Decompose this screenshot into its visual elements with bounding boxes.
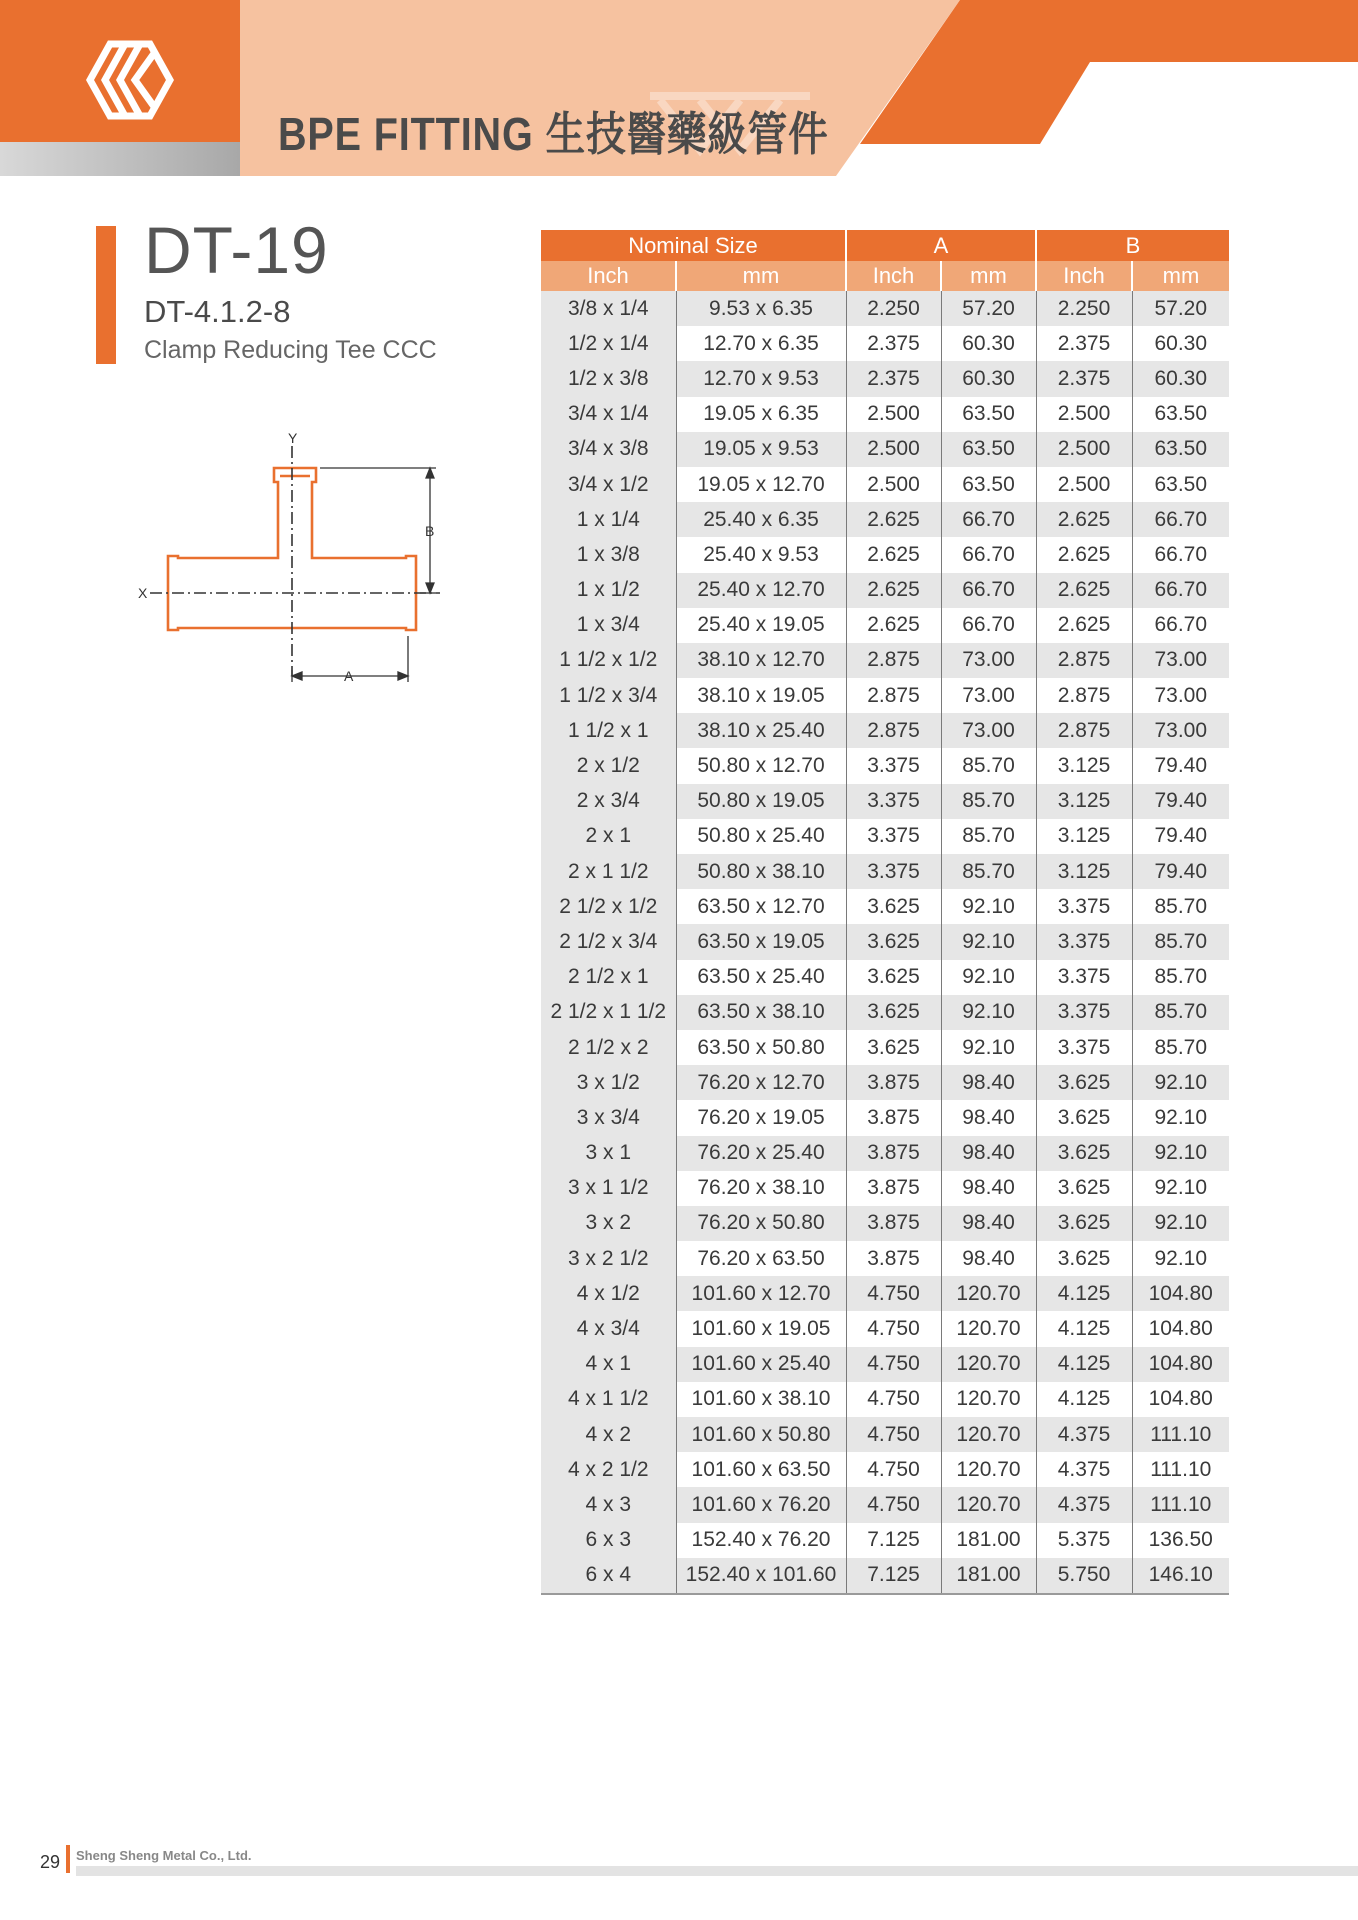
b-mm-cell: 111.10 [1132,1417,1229,1452]
table-row [541,960,1229,995]
nominal-mm-cell: 63.50 x 12.70 [676,889,846,924]
nominal-inch-cell: 3 x 3/4 [541,1100,676,1135]
b-inch-cell: 4.125 [1036,1276,1132,1311]
nominal-inch-cell: 3 x 1/2 [541,1065,676,1100]
table-row [541,1276,1229,1311]
a-inch-cell: 3.875 [846,1171,941,1206]
b-mm-cell: 63.50 [1132,432,1229,467]
nominal-mm-cell: 12.70 x 9.53 [676,361,846,396]
title-english: BPE FITTING [278,108,534,160]
nominal-mm-cell: 101.60 x 19.05 [676,1311,846,1346]
nominal-mm-cell: 76.20 x 25.40 [676,1136,846,1171]
b-inch-cell: 4.375 [1036,1417,1132,1452]
nominal-mm-cell: 63.50 x 50.80 [676,1030,846,1065]
nominal-mm-cell: 38.10 x 12.70 [676,643,846,678]
nominal-mm-cell: 101.60 x 50.80 [676,1417,846,1452]
table-row [541,608,1229,643]
subheader-nominal-mm: mm [676,261,846,291]
b-mm-cell: 73.00 [1132,678,1229,713]
b-inch-cell: 2.875 [1036,713,1132,748]
a-inch-cell: 4.750 [846,1417,941,1452]
nominal-inch-cell: 3/8 x 1/4 [541,291,676,326]
a-mm-cell: 73.00 [941,713,1036,748]
nominal-inch-cell: 2 x 3/4 [541,784,676,819]
b-inch-cell: 3.125 [1036,784,1132,819]
a-inch-cell: 2.625 [846,573,941,608]
a-mm-cell: 92.10 [941,924,1036,959]
nominal-mm-cell: 63.50 x 25.40 [676,960,846,995]
table-row [541,1417,1229,1452]
a-inch-cell: 2.625 [846,608,941,643]
b-mm-cell: 111.10 [1132,1487,1229,1522]
a-mm-cell: 66.70 [941,537,1036,572]
a-mm-cell: 66.70 [941,502,1036,537]
b-inch-cell: 2.625 [1036,537,1132,572]
a-mm-cell: 92.10 [941,960,1036,995]
nominal-inch-cell: 1 1/2 x 1/2 [541,643,676,678]
a-mm-cell: 66.70 [941,573,1036,608]
a-inch-cell: 3.875 [846,1100,941,1135]
a-inch-cell: 2.500 [846,397,941,432]
a-mm-cell: 92.10 [941,995,1036,1030]
nominal-mm-cell: 50.80 x 38.10 [676,854,846,889]
nominal-mm-cell: 25.40 x 6.35 [676,502,846,537]
b-inch-cell: 2.625 [1036,502,1132,537]
nominal-mm-cell: 19.05 x 9.53 [676,432,846,467]
nominal-inch-cell: 1 x 3/4 [541,608,676,643]
dimension-table [541,230,1229,1595]
a-inch-cell: 4.750 [846,1347,941,1382]
nominal-mm-cell: 76.20 x 50.80 [676,1206,846,1241]
a-inch-cell: 2.875 [846,713,941,748]
table-row [541,889,1229,924]
nominal-mm-cell: 152.40 x 101.60 [676,1558,846,1594]
nominal-inch-cell: 2 1/2 x 1/2 [541,889,676,924]
a-mm-cell: 181.00 [941,1523,1036,1558]
table-row [541,397,1229,432]
a-mm-cell: 98.40 [941,1241,1036,1276]
nominal-inch-cell: 2 x 1/2 [541,748,676,783]
b-mm-cell: 79.40 [1132,819,1229,854]
b-mm-cell: 104.80 [1132,1311,1229,1346]
nominal-inch-cell: 2 x 1 1/2 [541,854,676,889]
a-mm-cell: 120.70 [941,1347,1036,1382]
a-inch-cell: 7.125 [846,1523,941,1558]
nominal-inch-cell: 2 x 1 [541,819,676,854]
subheader-nominal-inch: Inch [541,261,676,291]
title-chinese: 生技醫藥級管件 [545,108,829,160]
a-inch-cell: 2.375 [846,361,941,396]
a-inch-cell: 2.875 [846,643,941,678]
nominal-mm-cell: 50.80 x 25.40 [676,819,846,854]
nominal-inch-cell: 2 1/2 x 1 1/2 [541,995,676,1030]
a-inch-cell: 3.875 [846,1065,941,1100]
page-header [0,0,1358,176]
tee-dimension-diagram [130,426,450,688]
b-inch-cell: 3.625 [1036,1241,1132,1276]
b-inch-cell: 4.375 [1036,1487,1132,1522]
b-inch-cell: 3.125 [1036,854,1132,889]
a-mm-cell: 98.40 [941,1100,1036,1135]
table-row [541,1030,1229,1065]
nominal-inch-cell: 4 x 2 1/2 [541,1452,676,1487]
table-row [541,819,1229,854]
a-inch-cell: 3.625 [846,889,941,924]
table-body [541,291,1229,1594]
a-mm-cell: 120.70 [941,1452,1036,1487]
b-inch-cell: 2.500 [1036,432,1132,467]
b-mm-cell: 92.10 [1132,1206,1229,1241]
b-mm-cell: 92.10 [1132,1171,1229,1206]
b-mm-cell: 111.10 [1132,1452,1229,1487]
table-row [541,924,1229,959]
b-inch-cell: 3.375 [1036,889,1132,924]
nominal-mm-cell: 101.60 x 38.10 [676,1382,846,1417]
table-row [541,291,1229,326]
b-inch-cell: 3.625 [1036,1065,1132,1100]
nominal-mm-cell: 101.60 x 63.50 [676,1452,846,1487]
a-inch-cell: 3.375 [846,784,941,819]
a-inch-cell: 3.625 [846,924,941,959]
a-mm-cell: 85.70 [941,784,1036,819]
a-inch-cell: 4.750 [846,1276,941,1311]
nominal-mm-cell: 25.40 x 9.53 [676,537,846,572]
table-row [541,713,1229,748]
a-mm-cell: 73.00 [941,643,1036,678]
a-inch-cell: 2.875 [846,678,941,713]
nominal-mm-cell: 101.60 x 25.40 [676,1347,846,1382]
nominal-mm-cell: 25.40 x 19.05 [676,608,846,643]
a-mm-cell: 120.70 [941,1276,1036,1311]
b-inch-cell: 3.625 [1036,1206,1132,1241]
a-inch-cell: 3.375 [846,854,941,889]
b-inch-cell: 3.125 [1036,819,1132,854]
b-mm-cell: 63.50 [1132,467,1229,502]
table-row [541,1452,1229,1487]
nominal-inch-cell: 4 x 1 1/2 [541,1382,676,1417]
b-inch-cell: 2.625 [1036,573,1132,608]
nominal-inch-cell: 6 x 3 [541,1523,676,1558]
a-mm-cell: 85.70 [941,748,1036,783]
nominal-mm-cell: 19.05 x 12.70 [676,467,846,502]
nominal-inch-cell: 1/2 x 1/4 [541,326,676,361]
subheader-a-mm: mm [941,261,1036,291]
b-inch-cell: 4.125 [1036,1347,1132,1382]
a-inch-cell: 3.625 [846,960,941,995]
table-row [541,1487,1229,1522]
table-row [541,1311,1229,1346]
a-mm-cell: 98.40 [941,1136,1036,1171]
footer-divider [76,1866,1358,1876]
b-mm-cell: 92.10 [1132,1136,1229,1171]
product-description: Clamp Reducing Tee CCC [144,336,437,364]
nominal-inch-cell: 3 x 1 1/2 [541,1171,676,1206]
x-axis-label: X [138,585,148,601]
b-mm-cell: 146.10 [1132,1558,1229,1594]
b-mm-cell: 85.70 [1132,995,1229,1030]
b-mm-cell: 79.40 [1132,854,1229,889]
nominal-mm-cell: 63.50 x 38.10 [676,995,846,1030]
b-mm-cell: 92.10 [1132,1100,1229,1135]
dimension-b-label: B [425,523,435,539]
b-mm-cell: 66.70 [1132,573,1229,608]
b-mm-cell: 104.80 [1132,1382,1229,1417]
a-inch-cell: 3.625 [846,1030,941,1065]
b-inch-cell: 4.375 [1036,1452,1132,1487]
b-mm-cell: 104.80 [1132,1276,1229,1311]
a-inch-cell: 4.750 [846,1487,941,1522]
b-mm-cell: 92.10 [1132,1065,1229,1100]
b-mm-cell: 85.70 [1132,889,1229,924]
a-inch-cell: 3.375 [846,819,941,854]
nominal-mm-cell: 101.60 x 76.20 [676,1487,846,1522]
b-mm-cell: 73.00 [1132,643,1229,678]
nominal-inch-cell: 1 1/2 x 1 [541,713,676,748]
nominal-mm-cell: 76.20 x 38.10 [676,1171,846,1206]
header-nominal-size: Nominal Size [541,230,846,261]
header-a: A [846,230,1036,261]
b-inch-cell: 3.375 [1036,924,1132,959]
a-inch-cell: 4.750 [846,1311,941,1346]
subheader-b-inch: Inch [1036,261,1132,291]
nominal-mm-cell: 9.53 x 6.35 [676,291,846,326]
a-mm-cell: 57.20 [941,291,1036,326]
table-row [541,502,1229,537]
b-inch-cell: 3.625 [1036,1136,1132,1171]
b-mm-cell: 79.40 [1132,748,1229,783]
a-inch-cell: 2.625 [846,502,941,537]
nominal-inch-cell: 2 1/2 x 1 [541,960,676,995]
a-mm-cell: 66.70 [941,608,1036,643]
table-row [541,1382,1229,1417]
a-mm-cell: 85.70 [941,854,1036,889]
b-mm-cell: 136.50 [1132,1523,1229,1558]
b-mm-cell: 63.50 [1132,397,1229,432]
nominal-mm-cell: 38.10 x 25.40 [676,713,846,748]
a-inch-cell: 4.750 [846,1452,941,1487]
b-inch-cell: 3.375 [1036,1030,1132,1065]
b-inch-cell: 3.625 [1036,1100,1132,1135]
nominal-inch-cell: 1/2 x 3/8 [541,361,676,396]
b-mm-cell: 85.70 [1132,960,1229,995]
table-row [541,432,1229,467]
b-inch-cell: 5.375 [1036,1523,1132,1558]
nominal-inch-cell: 4 x 1/2 [541,1276,676,1311]
nominal-inch-cell: 1 x 3/8 [541,537,676,572]
a-mm-cell: 92.10 [941,1030,1036,1065]
b-mm-cell: 66.70 [1132,608,1229,643]
a-mm-cell: 181.00 [941,1558,1036,1594]
nominal-inch-cell: 1 x 1/2 [541,573,676,608]
dimension-a-label: A [344,668,354,684]
a-inch-cell: 2.250 [846,291,941,326]
b-inch-cell: 4.125 [1036,1382,1132,1417]
subheader-b-mm: mm [1132,261,1229,291]
a-inch-cell: 2.375 [846,326,941,361]
b-inch-cell: 2.875 [1036,643,1132,678]
nominal-inch-cell: 4 x 2 [541,1417,676,1452]
company-logo-icon [70,22,190,142]
page-number: 29 [40,1852,61,1872]
b-mm-cell: 85.70 [1132,1030,1229,1065]
table-row [541,1558,1229,1594]
a-inch-cell: 3.625 [846,995,941,1030]
table-row [541,1206,1229,1241]
table-row [541,573,1229,608]
a-inch-cell: 2.625 [846,537,941,572]
table-row [541,1241,1229,1276]
nominal-inch-cell: 6 x 4 [541,1558,676,1594]
a-mm-cell: 63.50 [941,397,1036,432]
a-inch-cell: 2.500 [846,467,941,502]
b-inch-cell: 5.750 [1036,1558,1132,1594]
nominal-mm-cell: 38.10 x 19.05 [676,678,846,713]
table-row [541,854,1229,889]
y-axis-label: Y [288,430,298,446]
nominal-inch-cell: 4 x 3/4 [541,1311,676,1346]
model-accent-bar [96,226,116,364]
a-inch-cell: 4.750 [846,1382,941,1417]
table-row [541,467,1229,502]
b-mm-cell: 85.70 [1132,924,1229,959]
a-mm-cell: 120.70 [941,1382,1036,1417]
nominal-inch-cell: 3/4 x 1/4 [541,397,676,432]
nominal-mm-cell: 76.20 x 12.70 [676,1065,846,1100]
a-mm-cell: 92.10 [941,889,1036,924]
subheader-a-inch: Inch [846,261,941,291]
b-inch-cell: 3.375 [1036,960,1132,995]
table-row [541,1100,1229,1135]
a-mm-cell: 63.50 [941,432,1036,467]
nominal-inch-cell: 4 x 3 [541,1487,676,1522]
a-inch-cell: 7.125 [846,1558,941,1594]
b-mm-cell: 60.30 [1132,326,1229,361]
nominal-inch-cell: 3 x 2 [541,1206,676,1241]
b-inch-cell: 2.500 [1036,397,1132,432]
b-mm-cell: 73.00 [1132,713,1229,748]
table-row [541,361,1229,396]
b-inch-cell: 3.375 [1036,995,1132,1030]
b-inch-cell: 2.250 [1036,291,1132,326]
table-row [541,1523,1229,1558]
footer-accent-bar [66,1845,70,1873]
a-mm-cell: 120.70 [941,1417,1036,1452]
a-mm-cell: 98.40 [941,1206,1036,1241]
nominal-inch-cell: 2 1/2 x 3/4 [541,924,676,959]
b-inch-cell: 2.875 [1036,678,1132,713]
nominal-mm-cell: 19.05 x 6.35 [676,397,846,432]
a-mm-cell: 60.30 [941,361,1036,396]
a-inch-cell: 3.875 [846,1206,941,1241]
b-mm-cell: 66.70 [1132,502,1229,537]
a-inch-cell: 2.500 [846,432,941,467]
nominal-mm-cell: 50.80 x 19.05 [676,784,846,819]
nominal-mm-cell: 50.80 x 12.70 [676,748,846,783]
b-mm-cell: 79.40 [1132,784,1229,819]
table-row [541,1347,1229,1382]
b-mm-cell: 92.10 [1132,1241,1229,1276]
a-mm-cell: 98.40 [941,1171,1036,1206]
b-mm-cell: 104.80 [1132,1347,1229,1382]
b-inch-cell: 2.375 [1036,361,1132,396]
a-mm-cell: 73.00 [941,678,1036,713]
nominal-inch-cell: 4 x 1 [541,1347,676,1382]
a-mm-cell: 85.70 [941,819,1036,854]
page-title [278,98,829,164]
table-row [541,1171,1229,1206]
nominal-mm-cell: 12.70 x 6.35 [676,326,846,361]
nominal-inch-cell: 3/4 x 1/2 [541,467,676,502]
nominal-mm-cell: 76.20 x 19.05 [676,1100,846,1135]
nominal-mm-cell: 63.50 x 19.05 [676,924,846,959]
nominal-inch-cell: 1 x 1/4 [541,502,676,537]
nominal-mm-cell: 25.40 x 12.70 [676,573,846,608]
table-row [541,537,1229,572]
nominal-mm-cell: 152.40 x 76.20 [676,1523,846,1558]
a-mm-cell: 60.30 [941,326,1036,361]
b-mm-cell: 60.30 [1132,361,1229,396]
table-row [541,1065,1229,1100]
table-row [541,995,1229,1030]
nominal-inch-cell: 3 x 2 1/2 [541,1241,676,1276]
table-row [541,784,1229,819]
nominal-inch-cell: 3 x 1 [541,1136,676,1171]
footer-company: Sheng Sheng Metal Co., Ltd. [76,1848,252,1863]
nominal-inch-cell: 3/4 x 3/8 [541,432,676,467]
b-inch-cell: 3.625 [1036,1171,1132,1206]
table-row [541,643,1229,678]
b-inch-cell: 4.125 [1036,1311,1132,1346]
a-inch-cell: 3.375 [846,748,941,783]
a-mm-cell: 120.70 [941,1487,1036,1522]
a-mm-cell: 98.40 [941,1065,1036,1100]
product-subcode: DT-4.1.2-8 [144,294,291,329]
b-mm-cell: 66.70 [1132,537,1229,572]
header-b: B [1036,230,1229,261]
b-inch-cell: 2.375 [1036,326,1132,361]
nominal-mm-cell: 76.20 x 63.50 [676,1241,846,1276]
a-mm-cell: 63.50 [941,467,1036,502]
table-row [541,326,1229,361]
a-inch-cell: 3.875 [846,1136,941,1171]
b-inch-cell: 3.125 [1036,748,1132,783]
b-inch-cell: 2.625 [1036,608,1132,643]
nominal-inch-cell: 2 1/2 x 2 [541,1030,676,1065]
table-row [541,748,1229,783]
nominal-inch-cell: 1 1/2 x 3/4 [541,678,676,713]
b-mm-cell: 57.20 [1132,291,1229,326]
b-inch-cell: 2.500 [1036,467,1132,502]
table-row [541,678,1229,713]
nominal-mm-cell: 101.60 x 12.70 [676,1276,846,1311]
table-row [541,1136,1229,1171]
product-code: DT-19 [144,213,329,287]
a-mm-cell: 120.70 [941,1311,1036,1346]
a-inch-cell: 3.875 [846,1241,941,1276]
